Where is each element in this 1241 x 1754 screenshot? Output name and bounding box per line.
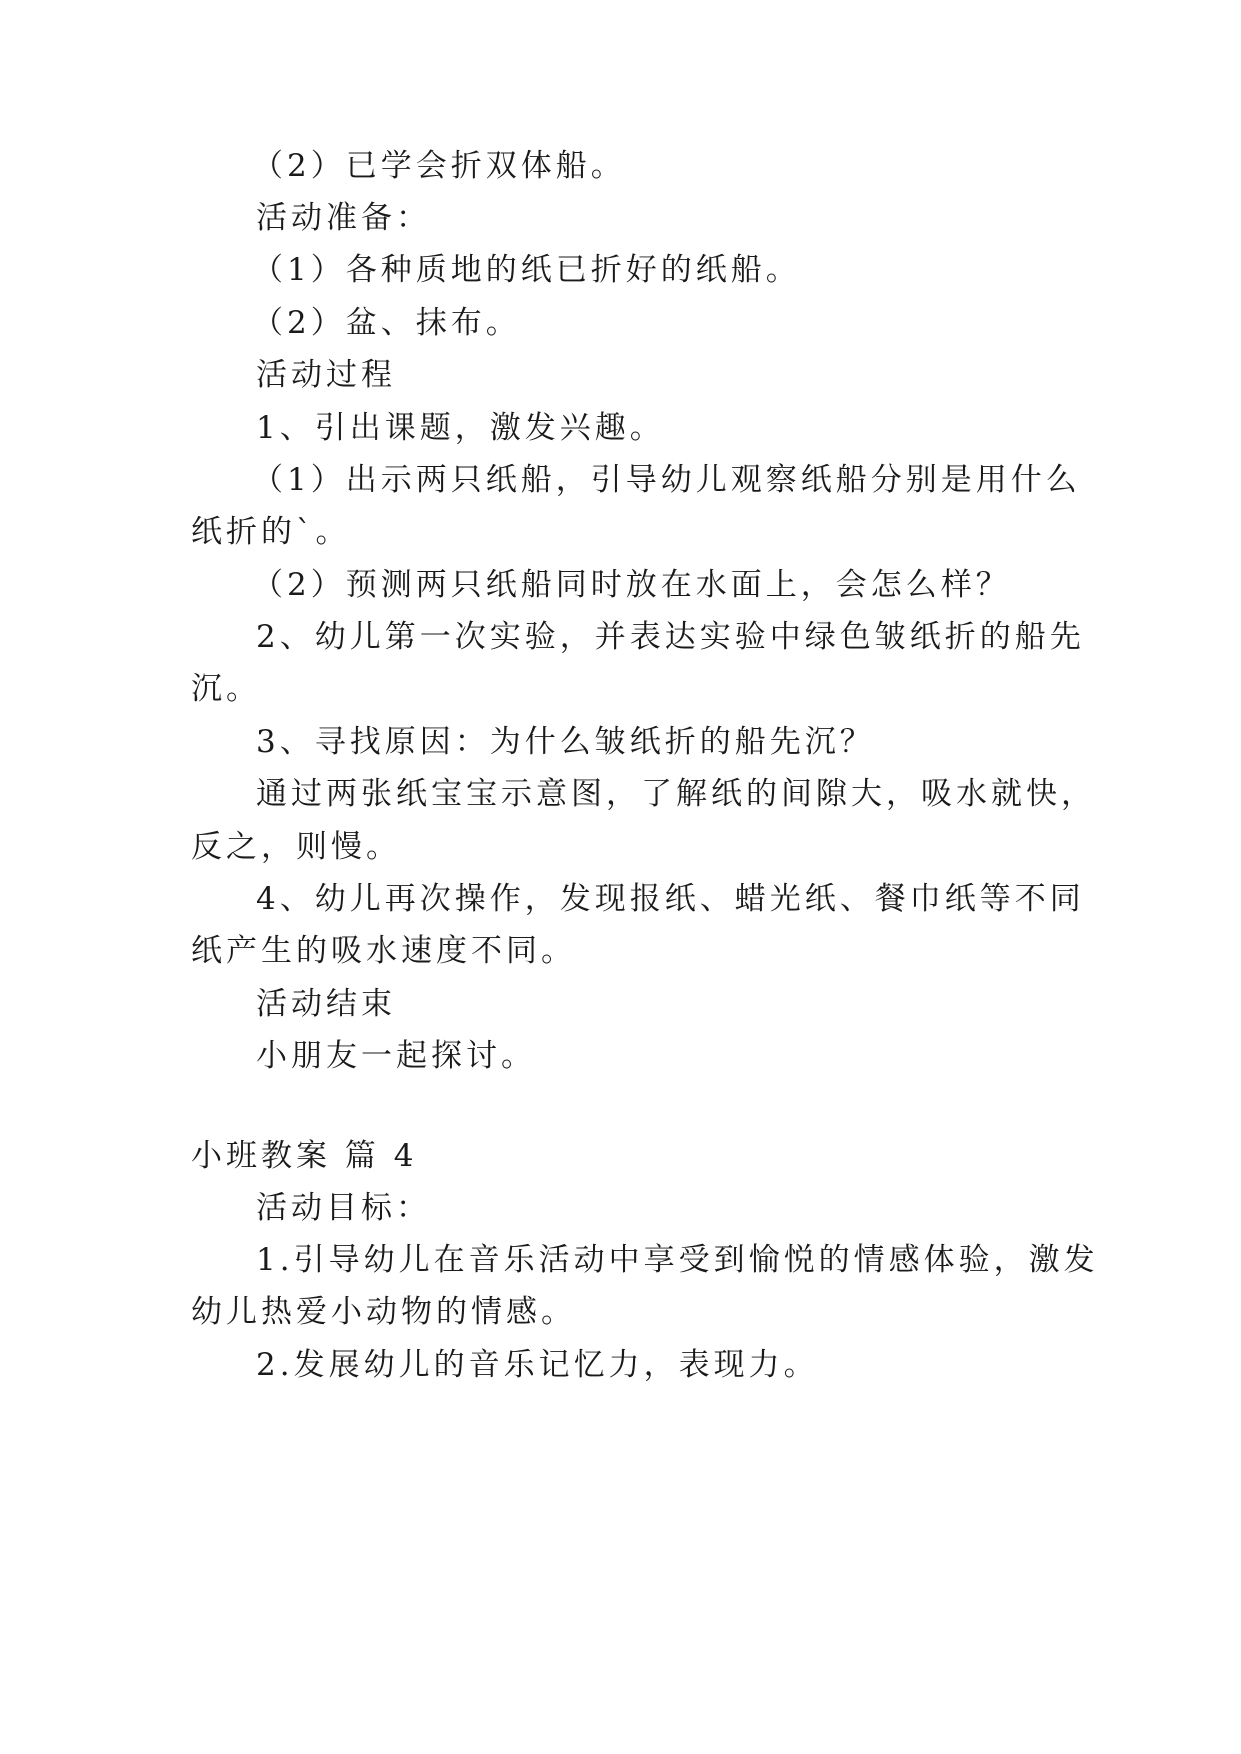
step-1-title: 1、引出课题，激发兴趣。 [256,410,665,446]
goal-item-2: （2）已学会折双体船。 [252,148,626,184]
section-4-title: 小班教案 篇 4 [191,1138,418,1174]
step-2-line-1: 2、幼儿第一次实验，并表达实验中绿色皱纸折的船先 [256,619,1085,655]
end-heading: 活动结束 [256,986,396,1022]
end-body: 小朋友一起探讨。 [256,1038,536,1074]
step-3-title: 3、寻找原因：为什么皱纸折的船先沉？ [256,724,875,760]
preparation-item-1: （1）各种质地的纸已折好的纸船。 [252,252,801,288]
step-1-sub-1-line-1: （1）出示两只纸船，引导幼儿观察纸船分别是用什么 [252,462,1081,498]
goal-1-line-1: 1.引导幼儿在音乐活动中享受到愉悦的情感体验，激发 [256,1242,1099,1278]
step-3-body-line-2: 反之，则慢。 [191,829,401,865]
goal-1-line-2: 幼儿热爱小动物的情感。 [191,1294,576,1330]
preparation-heading: 活动准备： [256,200,431,236]
goal-heading: 活动目标： [256,1190,431,1226]
goal-2: 2.发展幼儿的音乐记忆力，表现力。 [256,1347,819,1383]
step-1-sub-2: （2）预测两只纸船同时放在水面上，会怎么样？ [252,567,1011,603]
step-2-line-2: 沉。 [191,671,261,707]
step-1-sub-1-line-2: 纸折的`。 [191,514,351,550]
step-3-body-line-1: 通过两张纸宝宝示意图，了解纸的间隙大，吸水就快， [256,776,1096,812]
step-4-line-2: 纸产生的吸水速度不同。 [191,933,576,969]
step-4-line-1: 4、幼儿再次操作，发现报纸、蜡光纸、餐巾纸等不同 [256,881,1085,917]
process-heading: 活动过程 [256,357,396,393]
preparation-item-2: （2）盆、抹布。 [252,305,521,341]
